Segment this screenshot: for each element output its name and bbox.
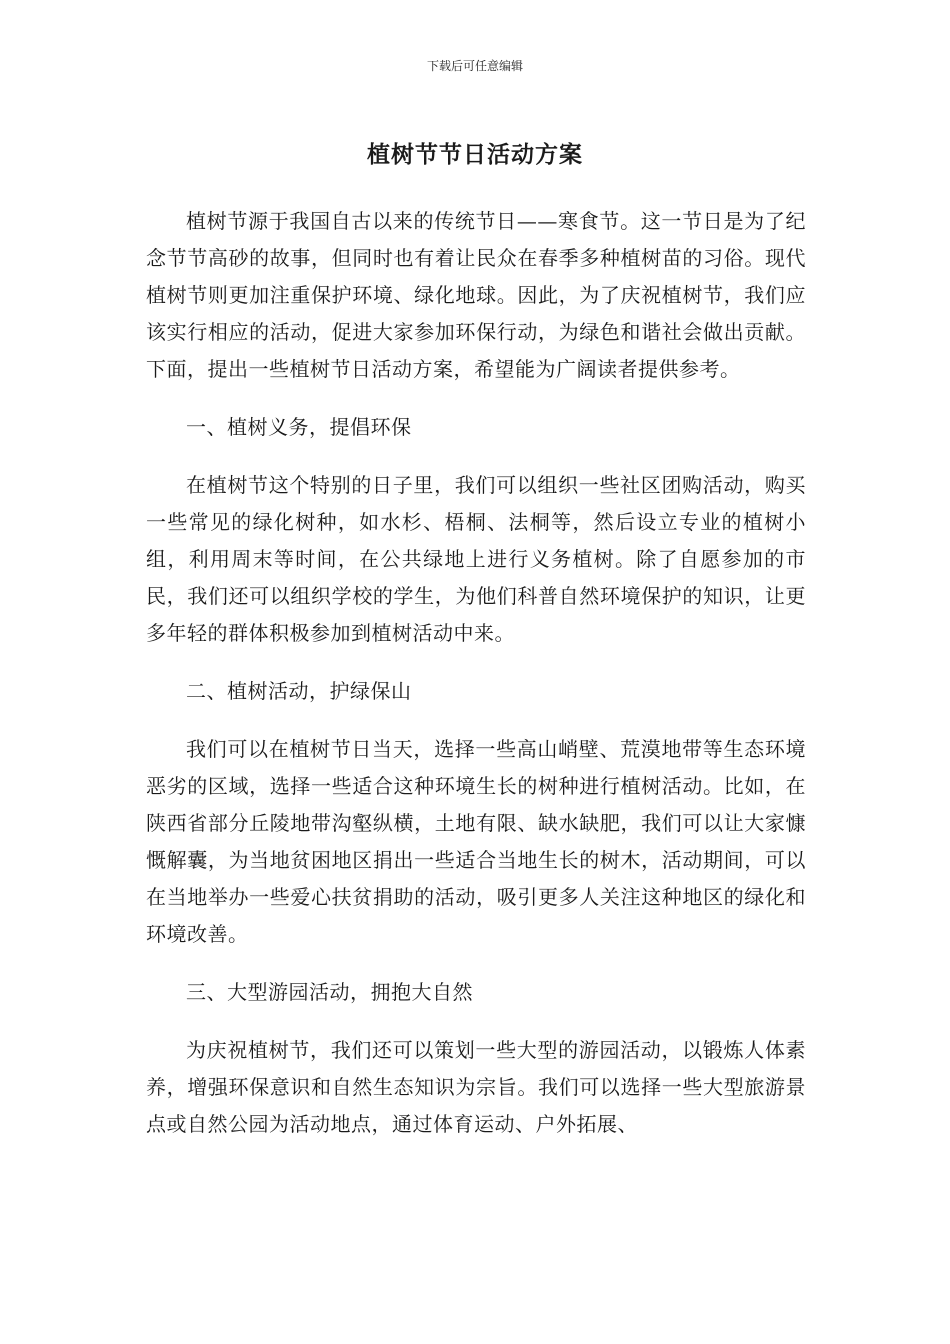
section-heading-2: 二、植树活动，护绿保山 [186, 679, 412, 703]
section-heading-1: 一、植树义务，提倡环保 [186, 415, 412, 439]
document-title: 植树节节日活动方案 [367, 142, 583, 168]
document-body [146, 203, 806, 1164]
header-note: 下载后可任意编辑 [426, 59, 523, 73]
intro-paragraph: 植树节源于我国自古以来的传统节日——寒食节。这一节日是为了纪念节节高砂的故事，但同时也有着让民众在春季多种植树苗的习俗。现代植树节则更加注重保护环境、绿化地球。因此，为了庆祝植树节，我们应该实行相应的活动，促进大家参加环保行动，为绿色和谐社会做出贡献。下面，提出一些植树节日活动方案，希望能为广阔读者提供参考。 [146, 209, 806, 381]
section-paragraph-1: 在植树节这个特别的日子里，我们可以组织一些社区团购活动，购买一些常见的绿化树种，如水杉、梧桐、法桐等，然后设立专业的植树小组，利用周末等时间，在公共绿地上进行义务植树。除了自愿参加的市民，我们还可以组织学校的学生，为他们科普自然环境保护的知识，让更多年轻的群体积极参加到植树活动中来。 [146, 473, 806, 645]
section-paragraph-2: 我们可以在植树节日当天，选择一些高山峭壁、荒漠地带等生态环境恶劣的区域，选择一些适合这种环境生长的树种进行植树活动。比如，在陕西省部分丘陵地带沟壑纵横，土地有限、缺水缺肥，我们可以让大家慷慨解囊，为当地贫困地区捐出一些适合当地生长的树木，活动期间，可以在当地举办一些爱心扶贫捐助的活动，吸引更多人关注这种地区的绿化和环境改善。 [146, 737, 806, 946]
section-paragraph-3: 为庆祝植树节，我们还可以策划一些大型的游园活动，以锻炼人体素养，增强环保意识和自然生态知识为宗旨。我们可以选择一些大型旅游景点或自然公园为活动地点，通过体育运动、户外拓展、 [146, 1038, 806, 1136]
section-heading-3: 三、大型游园活动，拥抱大自然 [186, 980, 473, 1004]
